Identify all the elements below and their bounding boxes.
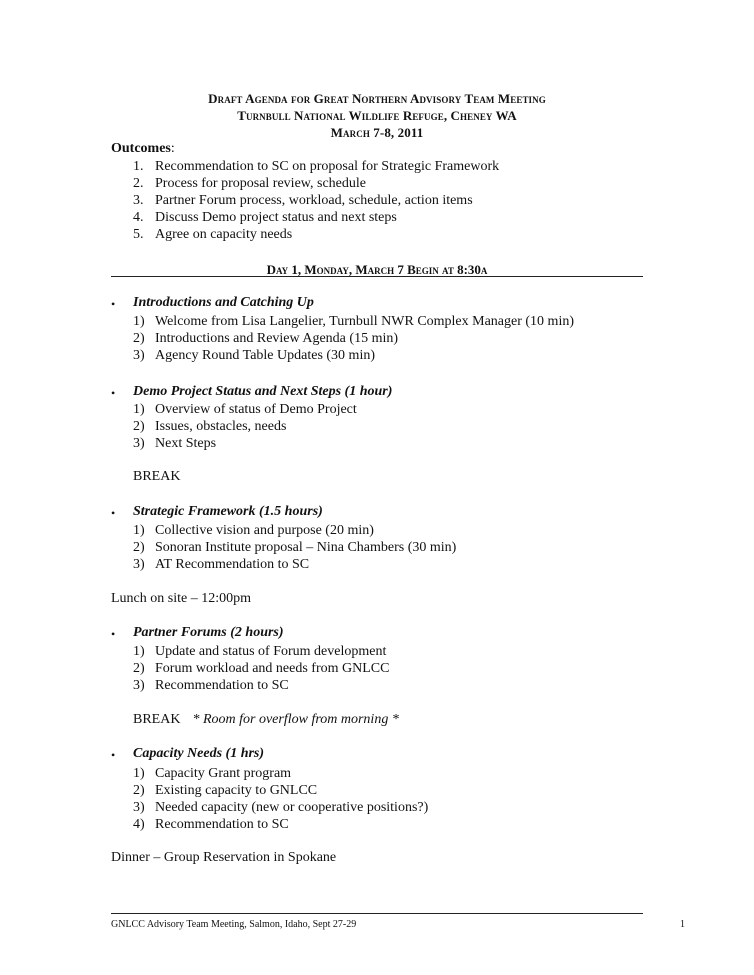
item-number: 3) xyxy=(133,436,145,451)
bullet-icon: • xyxy=(111,748,116,762)
footer-divider xyxy=(111,913,643,914)
outcome-number: 5. xyxy=(133,227,144,242)
item-text: Agency Round Table Updates (30 min) xyxy=(155,348,375,363)
outcome-number: 3. xyxy=(133,193,144,208)
outcomes-colon: : xyxy=(170,141,175,156)
outcomes-label: Outcomes xyxy=(111,141,171,156)
list-item xyxy=(133,418,357,435)
item-number: 1) xyxy=(133,644,145,659)
section-items xyxy=(133,643,389,694)
list-item xyxy=(133,782,428,799)
outcomes-heading xyxy=(111,141,175,157)
list-item xyxy=(133,816,428,833)
item-text: Existing capacity to GNLCC xyxy=(155,783,318,798)
list-item xyxy=(133,330,574,347)
list-item xyxy=(133,522,456,539)
footer-text: GNLCC Advisory Team Meeting, Salmon, Idaho, Sept 27-29 xyxy=(111,919,357,930)
section-items xyxy=(133,313,574,364)
list-item xyxy=(133,401,357,418)
break-label: BREAK xyxy=(133,712,181,727)
item-text: Forum workload and needs from GNLCC xyxy=(155,661,390,676)
outcome-text: Process for proposal review, schedule xyxy=(155,176,366,191)
outcome-number: 1. xyxy=(133,159,144,174)
item-text: Overview of status of Demo Project xyxy=(155,402,357,417)
item-number: 1) xyxy=(133,402,145,417)
item-number: 1) xyxy=(133,523,145,538)
break-with-note xyxy=(133,712,399,728)
section-items xyxy=(133,765,428,833)
list-item xyxy=(133,539,456,556)
dinner-note: Dinner – Group Reservation in Spokane xyxy=(111,850,337,865)
item-number: 3) xyxy=(133,557,145,572)
item-text: Collective vision and purpose (20 min) xyxy=(155,523,374,538)
item-number: 2) xyxy=(133,540,145,555)
section-items xyxy=(133,522,456,573)
item-text: Issues, obstacles, needs xyxy=(155,419,287,434)
overflow-note: * Room for overflow from morning * xyxy=(192,712,399,727)
outcome-text: Partner Forum process, workload, schedule, action items xyxy=(155,193,473,208)
item-text: Next Steps xyxy=(155,436,217,451)
agenda-dates: March 7-8, 2011 xyxy=(330,125,424,140)
item-number: 2) xyxy=(133,783,145,798)
day1-divider xyxy=(111,276,643,277)
item-number: 1) xyxy=(133,766,145,781)
section-title: Capacity Needs (1 hrs) xyxy=(133,746,265,761)
outcome-number: 2. xyxy=(133,176,144,191)
day1-heading: Day 1, Monday, March 7 Begin at 8:30a xyxy=(266,262,488,277)
outcome-item xyxy=(133,226,499,243)
outcome-text: Agree on capacity needs xyxy=(155,227,293,242)
section-title: Demo Project Status and Next Steps (1 hour) xyxy=(133,384,393,399)
list-item xyxy=(133,677,389,694)
break-label: BREAK xyxy=(133,469,181,484)
item-number: 2) xyxy=(133,419,145,434)
item-number: 3) xyxy=(133,348,145,363)
list-item xyxy=(133,313,574,330)
item-text: Sonoran Institute proposal – Nina Chambers (30 min) xyxy=(155,540,457,555)
agenda-title: Draft Agenda for Great Northern Advisory Team Meeting xyxy=(208,91,546,106)
bullet-icon: • xyxy=(111,506,116,520)
list-item xyxy=(133,643,389,660)
list-item xyxy=(133,556,456,573)
list-item xyxy=(133,660,389,677)
item-text: Recommendation to SC xyxy=(155,678,289,693)
item-number: 2) xyxy=(133,331,145,346)
bullet-icon: • xyxy=(111,627,116,641)
bullet-icon: • xyxy=(111,386,116,400)
item-text: Welcome from Lisa Langelier, Turnbull NWR Complex Manager (10 min) xyxy=(155,314,575,329)
bullet-icon: • xyxy=(111,297,116,311)
item-text: AT Recommendation to SC xyxy=(155,557,310,572)
outcome-item xyxy=(133,175,499,192)
list-item xyxy=(133,765,428,782)
outcomes-list xyxy=(133,158,499,243)
list-item xyxy=(133,799,428,816)
item-text: Introductions and Review Agenda (15 min) xyxy=(155,331,399,346)
section-items xyxy=(133,401,357,452)
page-number: 1 xyxy=(680,919,685,930)
outcome-item xyxy=(133,209,499,226)
outcome-text: Discuss Demo project status and next steps xyxy=(155,210,397,225)
item-text: Update and status of Forum development xyxy=(155,644,387,659)
item-text: Recommendation to SC xyxy=(155,817,289,832)
outcome-item xyxy=(133,192,499,209)
item-number: 3) xyxy=(133,800,145,815)
item-number: 4) xyxy=(133,817,145,832)
lunch-note: Lunch on site – 12:00pm xyxy=(111,591,251,606)
section-title: Partner Forums (2 hours) xyxy=(133,625,284,640)
outcome-text: Recommendation to SC on proposal for Strategic Framework xyxy=(155,159,500,174)
outcome-number: 4. xyxy=(133,210,144,225)
item-text: Needed capacity (new or cooperative positions?) xyxy=(155,800,429,815)
item-number: 2) xyxy=(133,661,145,676)
agenda-location: Turnbull National Wildlife Refuge, Cheney WA xyxy=(237,108,517,123)
section-title: Introductions and Catching Up xyxy=(133,295,314,310)
item-text: Capacity Grant program xyxy=(155,766,292,781)
list-item xyxy=(133,347,574,364)
outcome-item xyxy=(133,158,499,175)
list-item xyxy=(133,435,357,452)
item-number: 3) xyxy=(133,678,145,693)
section-title: Strategic Framework (1.5 hours) xyxy=(133,504,323,519)
item-number: 1) xyxy=(133,314,145,329)
